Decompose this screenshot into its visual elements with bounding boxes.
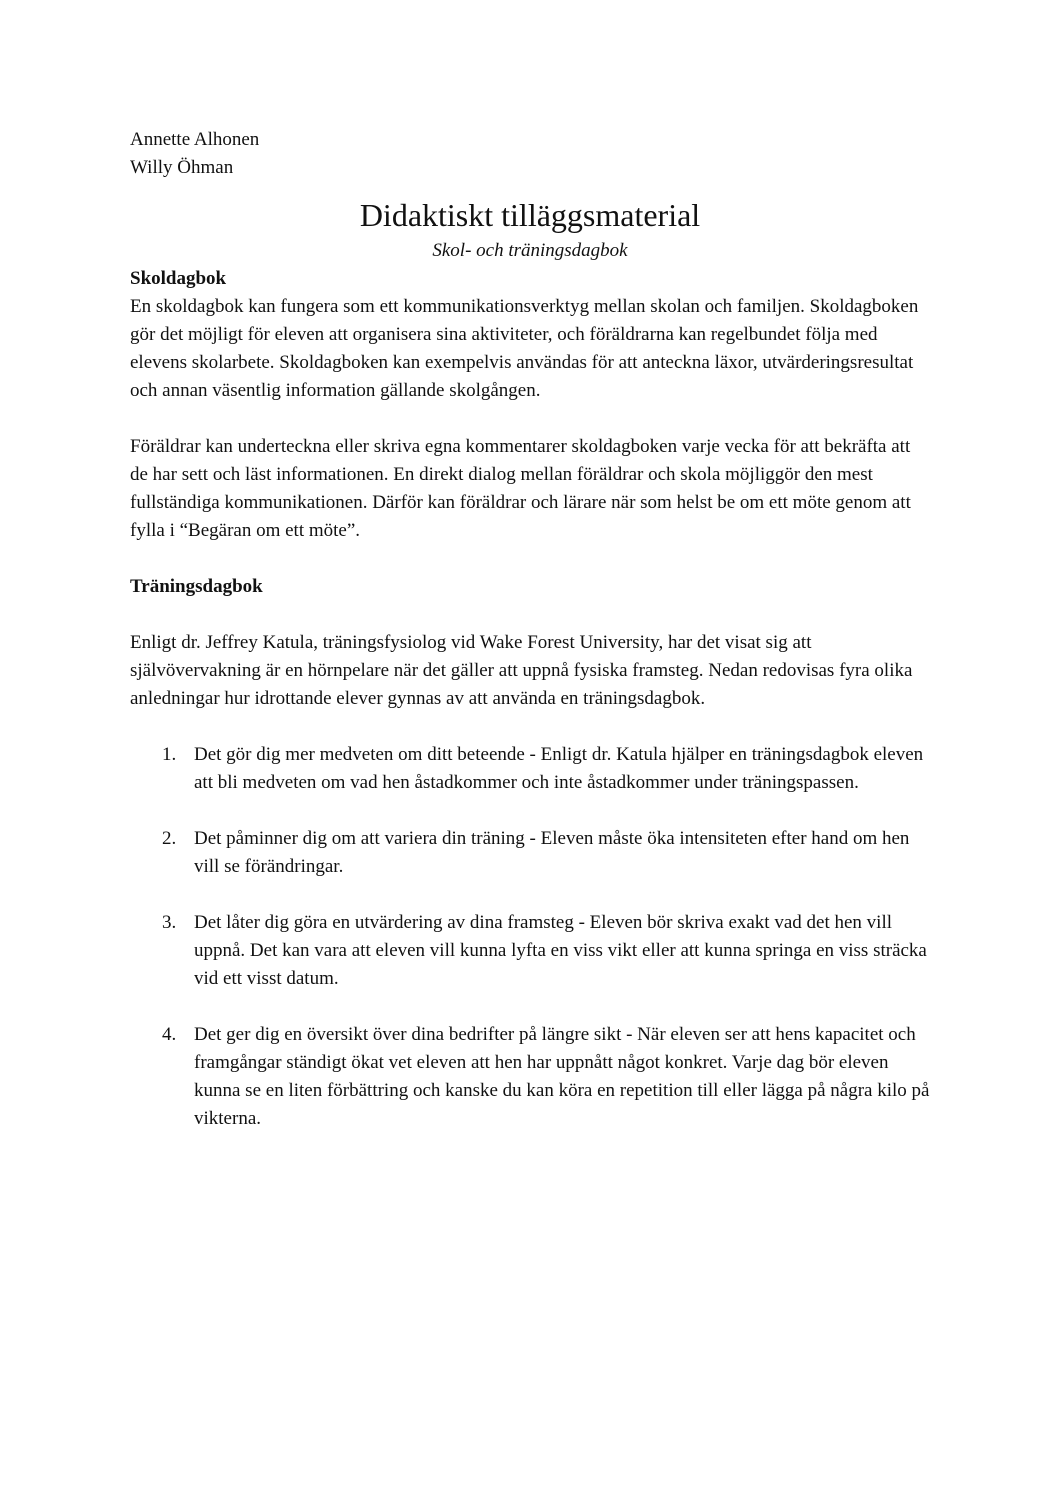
- list-item: [130, 741, 930, 797]
- section-heading-traningsdagbok: Träningsdagbok: [130, 576, 263, 597]
- author-name: Annette Alhonen: [130, 129, 260, 150]
- document-page: [130, 126, 930, 1161]
- list-item-text: Det gör dig mer medveten om ditt beteende - Enligt dr. Katula hjälper en träningsdagbok eleven att bli medveten om vad hen åstadkommer och inte åstadkommer under träningspassen.: [194, 744, 924, 793]
- paragraph: En skoldagbok kan fungera som ett kommunikationsverktyg mellan skolan och familjen. Skoldagboken gör det möjligt för eleven att organisera sina aktiviteter, och föräldrarna kan regelbundet följa med elevens skolarbete. Skoldagboken kan exempelvis användas för att anteckna läxor, utvärderingsresultat och annan väsentlig information gällande skolgången.: [130, 296, 919, 401]
- list-item: [130, 909, 930, 993]
- list-number: 1.: [162, 744, 177, 765]
- list-number: 4.: [162, 1024, 177, 1045]
- author-name: Willy Öhman: [130, 157, 234, 178]
- paragraph: Föräldrar kan underteckna eller skriva egna kommentarer skoldagboken varje vecka för att bekräfta att de har sett och läst informationen. En direkt dialog mellan föräldrar och skola möjliggör den mest fullständiga kommunikationen. Därför kan föräldrar och lärare när som helst be om ett möte genom att fylla i “Begäran om ett möte”.: [130, 436, 911, 541]
- list-item-text: Det påminner dig om att variera din träning - Eleven måste öka intensiteten efter hand om hen vill se förändringar.: [194, 828, 910, 877]
- paragraph: Enligt dr. Jeffrey Katula, träningsfysiolog vid Wake Forest University, har det visat sig att självövervakning är en hörnpelare när det gäller att uppnå fysiska framsteg. Nedan redovisas fyra olika anledningar hur idrottande elever gynnas av att använda en träningsdagbok.: [130, 632, 913, 709]
- list-item-text: Det låter dig göra en utvärdering av dina framsteg - Eleven bör skriva exakt vad det hen vill uppnå. Det kan vara att eleven vill kunna lyfta en viss vikt eller att kunna springa en viss sträcka vid ett visst datum.: [194, 912, 927, 989]
- section-heading-skoldagbok: Skoldagbok: [130, 268, 227, 289]
- document-title: Didaktiskt tilläggsmaterial: [359, 197, 701, 233]
- list-item-text: Det ger dig en översikt över dina bedrifter på längre sikt - När eleven ser att hens kapacitet och framgångar ständigt ökat vet eleven att hen har uppnått något konkret. Varje dag bör eleven kunna se en liten förbättring och kanske du kan köra en repetition till eller lägga på några kilo på vikterna.: [194, 1024, 930, 1129]
- list-item: [130, 1021, 930, 1133]
- list-number: 2.: [162, 828, 177, 849]
- list-item: [130, 825, 930, 881]
- list-number: 3.: [162, 912, 177, 933]
- document-subtitle: Skol- och träningsdagbok: [432, 240, 628, 261]
- reasons-list: [130, 741, 930, 1133]
- author-list: [130, 126, 930, 182]
